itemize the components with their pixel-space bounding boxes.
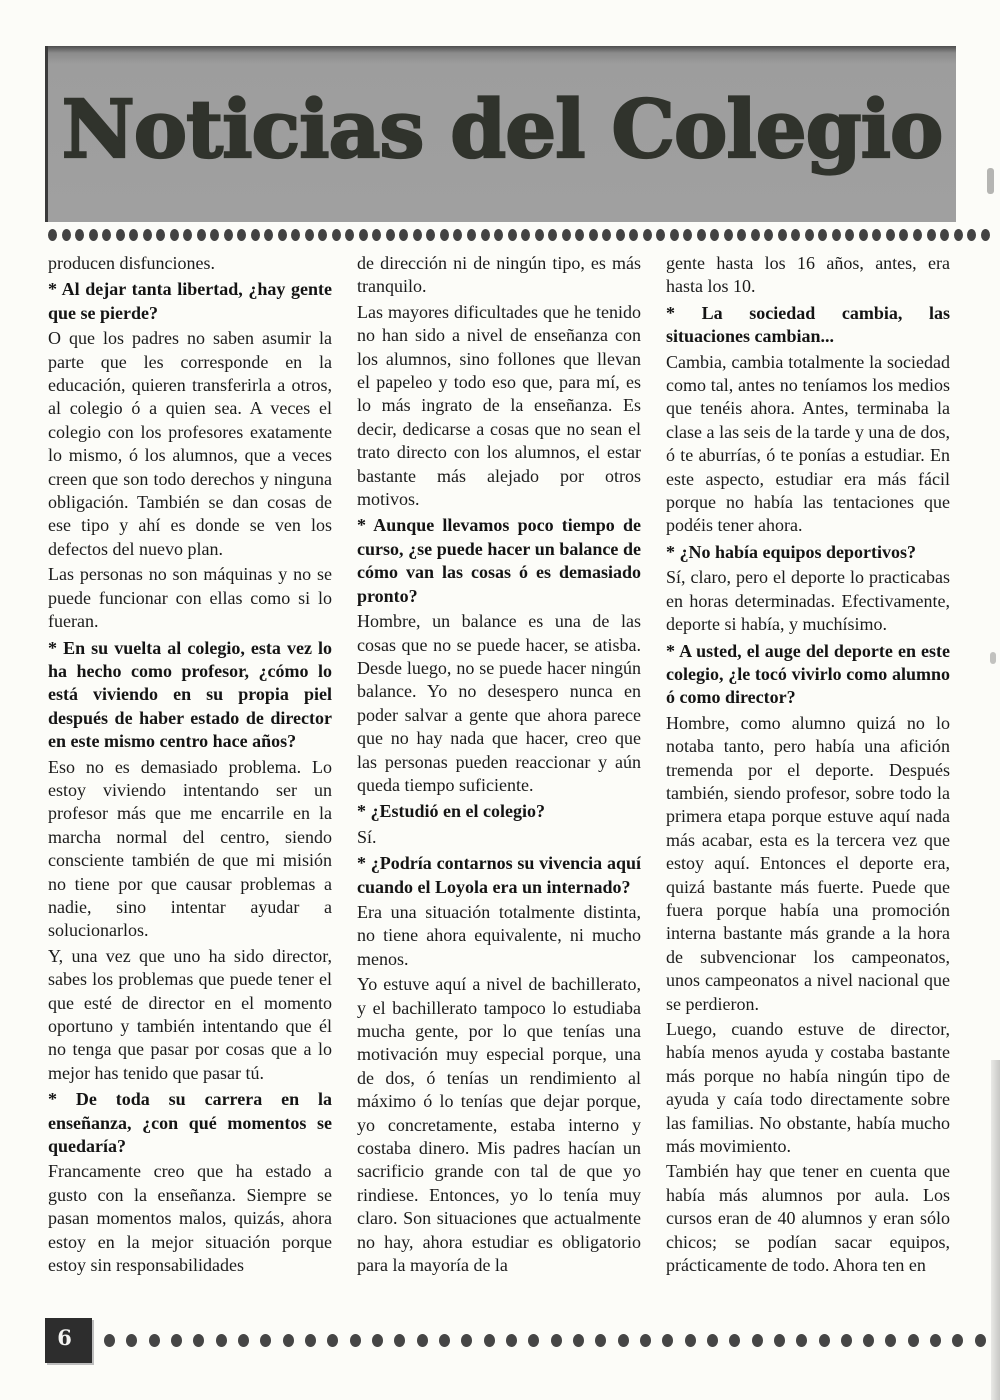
separator-dot	[75, 229, 84, 241]
article-paragraph: Hombre, un balance es una de las cosas que no se puede hacer, se atisba. Desde luego, no se puede hacer ningún balance. Yo no desespero nunca en poder salvar a gente que ahora parece que no hay nada que hacer, creo que las personas pueden reaccionar y aún queda tiempo suficiente.	[357, 611, 641, 795]
separator-dot	[656, 229, 665, 241]
interview-question: * La sociedad cambia, las situaciones cambian...	[666, 302, 950, 347]
separator-dot	[372, 1334, 383, 1347]
scan-artifact	[987, 168, 994, 194]
separator-dot	[573, 1334, 584, 1347]
separator-dot	[575, 229, 584, 241]
separator-dot	[535, 229, 544, 241]
interview-question: * ¿Estudió en el colegio?	[357, 801, 545, 822]
separator-dot	[372, 229, 381, 241]
article-paragraph: Francamente creo que ha estado a gusto con la enseñanza. Siempre se pasan momentos malos, quizás, ahora estoy en la mejor situación porque estoy sin responsabilidades	[48, 1161, 332, 1276]
scan-edge-shadow	[991, 1060, 1000, 1400]
article-column-1	[48, 252, 332, 1324]
article-paragraph: Y, una vez que uno ha sido director, sabes los problemas que puede tener el que esté de director en el momento oportuno y también intentando que él no tenga que pasar por cosas que a lo mejor has tenido que pasar tú.	[48, 945, 332, 1083]
separator-dot	[913, 229, 922, 241]
separator-dot	[778, 229, 787, 241]
separator-dot	[670, 229, 679, 241]
separator-dot	[602, 229, 611, 241]
separator-dot	[863, 1334, 874, 1347]
separator-dot	[453, 229, 462, 241]
article-paragraph: Sí, claro, pero el deporte lo practicabas en horas determinadas. Efectivamente, deporte si había, y muchísimo.	[666, 567, 950, 635]
separator-dot	[886, 229, 895, 241]
separator-dot	[975, 1334, 986, 1347]
separator-dot	[278, 229, 287, 241]
separator-dot	[216, 1334, 227, 1347]
interview-question: * ¿Podría contarnos su vivencia aquí cuando el Loyola era un internado?	[357, 853, 641, 897]
article-paragraph: También hay que tener en cuenta que había más alumnos por aula. Los cursos eran de 40 alumnos y eran sólo chicos; se podían sacar equipos, prácticamente de todo. Ahora ten en	[666, 1161, 950, 1276]
separator-dot	[859, 229, 868, 241]
separator-dot	[751, 229, 760, 241]
separator-dot	[685, 1334, 696, 1347]
article-paragraph: Sí.	[357, 826, 377, 847]
separator-dot	[662, 1334, 673, 1347]
separator-dot	[193, 1334, 204, 1347]
article-paragraph: Cambia, cambia totalmente la sociedad como tal, antes no teníamos los medios que tenéis ahora. Antes, terminaba la clase a las seis de la tarde y una de dos, ó te aburrías, ó te ponías a estudiar. En este aspecto, estudiar era más fácil porque no había las tentaciones que podéis tener ahora.	[666, 351, 950, 536]
separator-dot	[48, 229, 57, 241]
separator-dot	[927, 229, 936, 241]
separator-dot	[440, 229, 449, 241]
separator-dot	[724, 229, 733, 241]
separator-dot	[930, 1334, 941, 1347]
separator-dot	[413, 229, 422, 241]
separator-dot	[170, 229, 179, 241]
separator-dot	[386, 229, 395, 241]
interview-question: * Aunque llevamos poco tiempo de curso, ¿se puede hacer un balance de cómo van las cosas ó es demasiado pronto?	[357, 515, 641, 606]
newsletter-title-banner	[45, 46, 956, 222]
separator-dot	[237, 229, 246, 241]
page-number: 6	[57, 1325, 72, 1350]
separator-dot	[752, 1334, 763, 1347]
separator-dot	[562, 229, 571, 241]
article-column-2	[357, 252, 641, 1324]
separator-dot	[104, 1334, 115, 1347]
separator-dot	[283, 1334, 294, 1347]
separator-dot	[210, 229, 219, 241]
separator-dot	[899, 229, 908, 241]
scan-artifact	[990, 652, 996, 664]
separator-dot	[345, 229, 354, 241]
separator-dot	[618, 1334, 629, 1347]
separator-dot	[981, 229, 990, 241]
separator-dot	[506, 1334, 517, 1347]
separator-dot	[484, 1334, 495, 1347]
separator-dot	[394, 1334, 405, 1347]
separator-dot	[528, 1334, 539, 1347]
separator-dot	[952, 1334, 963, 1347]
separator-dot	[796, 1334, 807, 1347]
page-number-box	[45, 1318, 92, 1363]
interview-question: * En su vuelta al colegio, esta vez lo ha hecho como profesor, ¿cómo lo está viviendo en su propia piel después de haber estado de director en este mismo centro hace años?	[48, 637, 332, 752]
separator-dot	[62, 229, 71, 241]
separator-dot	[737, 229, 746, 241]
interview-question: * De toda su carrera en la enseñanza, ¿con qué momentos se quedaría?	[48, 1089, 332, 1157]
separator-dot	[707, 1334, 718, 1347]
separator-dot	[940, 229, 949, 241]
separator-dot	[508, 229, 517, 241]
article-paragraph: Hombre, como alumno quizá no lo notaba tanto, pero había una afición tremenda por el deporte. Después también, siendo profesor, sobre todo la primera etapa porque estuve aquí nada más acabar, esta es la tercera vez que estoy aquí. Entonces el deporte era, quizá bastante más fuerte. Puede que fuera porque había una promoción interna bastante más grande a la hora de subvencionar los campeonatos, unos campeonatos a nivel nacional que se perdieron.	[666, 712, 950, 1014]
interview-question: * Al dejar tanta libertad, ¿hay gente que se pierde?	[48, 279, 332, 323]
separator-dot	[291, 229, 300, 241]
separator-dot	[305, 229, 314, 241]
article-paragraph: Luego, cuando estuve de director, había menos ayuda y costaba bastante más porque no había ningún tipo de ayuda y caía todo directamente sobre las familias. No obstante, había mucho más movimiento.	[666, 1019, 950, 1157]
page-title: Noticias del Colegio	[61, 82, 943, 176]
separator-dot	[318, 229, 327, 241]
interview-question: * ¿No había equipos deportivos?	[666, 541, 917, 562]
article-paragraph: gente hasta los 16 años, antes, era hasta los 10.	[666, 253, 950, 297]
separator-dot	[359, 229, 368, 241]
separator-dot	[710, 229, 719, 241]
separator-dot	[595, 1334, 606, 1347]
separator-dot	[264, 229, 273, 241]
separator-dot	[467, 229, 476, 241]
separator-dot	[439, 1334, 450, 1347]
separator-dot	[683, 229, 692, 241]
separator-dot	[640, 1334, 651, 1347]
separator-dot	[774, 1334, 785, 1347]
separator-dot	[791, 229, 800, 241]
article-paragraph: Yo estuve aquí a nivel de bachillerato, y el bachillerato tampoco lo estudiaba mucha gente, por lo que tenías una motivación muy especial porque, una de dos, ó tenías un rendimiento al máximo ó lo tenías que dejar porque, yo concretamente, estaba interno y costaba dinero. Mis padres hacían un sacrificio grande con tal de que yo rindiese. Entonces, yo lo tenía muy claro. Son situaciones que actualmente no hay, ahora estudiar es obligatorio para la mayoría de la	[357, 974, 641, 1276]
separator-dot	[251, 229, 260, 241]
separator-dot	[238, 1334, 249, 1347]
separator-dot	[908, 1334, 919, 1347]
separator-dot	[589, 229, 598, 241]
separator-dot	[399, 229, 408, 241]
separator-dot	[197, 229, 206, 241]
article-column-3	[666, 252, 950, 1324]
article-paragraph: Era una situación totalmente distinta, no tiene ahora equivalente, ni mucho menos.	[357, 901, 641, 969]
article-paragraph: O que los padres no saben asumir la parte que les corresponde en la educación, quieren transferirla a otros, al colegio ó a quien sea. A veces el colegio con los profesores exatamente lo mismo, ó los alumnos, que a veces creen que son todo derechos y ninguna obligación. También se dan cosas de ese tipo y ahí es donde se ven los defectos del nuevo plan.	[48, 328, 332, 559]
separator-dot	[616, 229, 625, 241]
separator-dot	[818, 229, 827, 241]
separator-dot	[129, 229, 138, 241]
separator-dot	[89, 229, 98, 241]
article-paragraph: de dirección ni de ningún tipo, es más tranquilo.	[357, 253, 641, 297]
separator-dot	[327, 1334, 338, 1347]
separator-dot	[350, 1334, 361, 1347]
separator-dot	[156, 229, 165, 241]
separator-dot	[116, 229, 125, 241]
separator-dot	[967, 229, 976, 241]
separator-dot	[521, 229, 530, 241]
dotted-separator-top	[48, 228, 990, 242]
dotted-separator-bottom	[104, 1332, 986, 1348]
separator-dot	[260, 1334, 271, 1347]
separator-dot	[819, 1334, 830, 1347]
separator-dot	[417, 1334, 428, 1347]
separator-dot	[494, 229, 503, 241]
separator-dot	[954, 229, 963, 241]
separator-dot	[885, 1334, 896, 1347]
separator-dot	[426, 229, 435, 241]
article-paragraph: Las personas no son máquinas y no se puede funcionar con ellas como si lo fueran.	[48, 564, 332, 632]
separator-dot	[548, 229, 557, 241]
separator-dot	[551, 1334, 562, 1347]
separator-dot	[697, 229, 706, 241]
separator-dot	[629, 229, 638, 241]
separator-dot	[126, 1334, 137, 1347]
separator-dot	[183, 229, 192, 241]
article-paragraph: producen disfunciones.	[48, 253, 215, 273]
separator-dot	[841, 1334, 852, 1347]
separator-dot	[872, 229, 881, 241]
interview-question: * A usted, el auge del deporte en este colegio, ¿le tocó vivirlo como alumno ó como director?	[666, 640, 950, 708]
article-paragraph: Las mayores dificultades que he tenido no han sido a nivel de enseñanza con los alumnos, sino follones que llevan el papeleo y todo eso que, para mí, es lo más ingrato de la enseñanza. Es decir, dedicarse a cosas que no sean el trato directo con los alumnos, el estar bastante más alejado por otros motivos.	[357, 301, 641, 510]
separator-dot	[102, 229, 111, 241]
separator-dot	[643, 229, 652, 241]
separator-dot	[832, 229, 841, 241]
separator-dot	[729, 1334, 740, 1347]
separator-dot	[461, 1334, 472, 1347]
separator-dot	[149, 1334, 160, 1347]
separator-dot	[481, 229, 490, 241]
separator-dot	[332, 229, 341, 241]
separator-dot	[764, 229, 773, 241]
separator-dot	[305, 1334, 316, 1347]
article-columns	[48, 252, 950, 1324]
separator-dot	[224, 229, 233, 241]
separator-dot	[171, 1334, 182, 1347]
separator-dot	[805, 229, 814, 241]
article-paragraph: Eso no es demasiado problema. Lo estoy viviendo intentando ser un profesor más que me encarrile en la marcha normal del centro, siendo consciente también de que mi misión no tiene por que causar problemas a nadie, sino intentar ayudar a solucionarlos.	[48, 756, 332, 941]
separator-dot	[143, 229, 152, 241]
separator-dot	[845, 229, 854, 241]
